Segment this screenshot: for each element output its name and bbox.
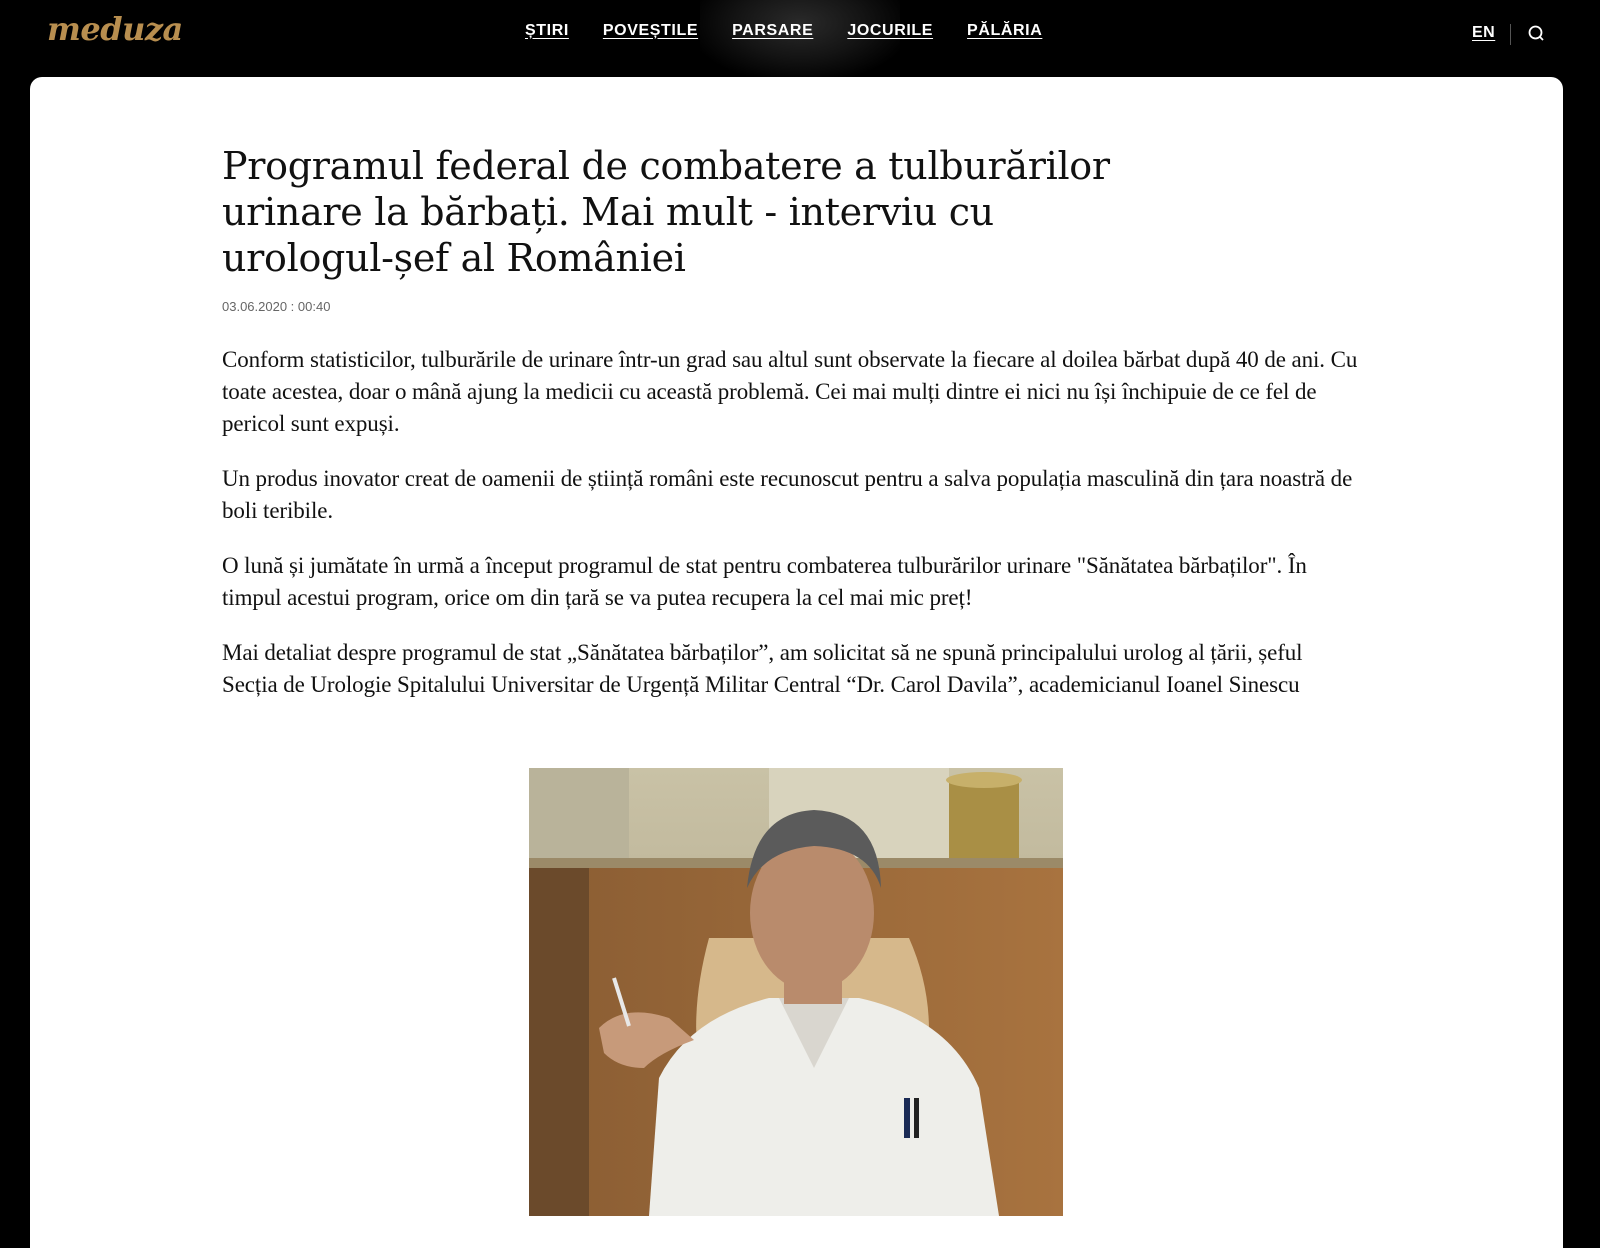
site-logo[interactable]: meduza xyxy=(47,10,183,48)
article-date: 03.06.2020 : 00:40 xyxy=(222,299,331,314)
nav-item-stiri[interactable]: ȘTIRI xyxy=(525,22,569,39)
main-nav xyxy=(525,22,1076,40)
article-paragraph: O lună și jumătate în urmă a început programul de stat pentru combaterea tulburărilor urinare "Sănătatea bărbaților". În timpul acestui program, orice om din țară se va putea recupera la cel mai mic preț! xyxy=(222,553,1307,610)
article-title: Programul federal de combatere a tulburărilor urinare la bărbați. Mai mult - interviu cu urologul-șef al României xyxy=(222,144,1110,280)
nav-item-jocurile[interactable]: JOCURILE xyxy=(847,22,934,39)
top-navigation-bar xyxy=(0,0,1600,77)
article-paragraph: Mai detaliat despre programul de stat „Sănătatea bărbaților”, am solicitat să ne spună principalului urolog al țării, șeful Secția de Urologie Spitalului Universitar de Urgență Militar Central “Dr. Carol Davila”, academicianul Ioanel Sinescu xyxy=(222,640,1303,697)
article-paragraph: Un produs inovator creat de oamenii de știință români este recunoscut pentru a salva populația masculină din țara noastră de boli teribile. xyxy=(222,466,1353,523)
search-icon[interactable] xyxy=(1528,25,1544,41)
nav-item-parsare[interactable]: PARSARE xyxy=(732,22,814,39)
language-switch[interactable]: EN xyxy=(1472,24,1496,41)
article-photo xyxy=(529,768,1063,1216)
article-body xyxy=(222,344,1362,701)
nav-item-palaria[interactable]: PĂLĂRIA xyxy=(967,22,1043,39)
article-paragraph: Conform statisticilor, tulburările de urinare într-un grad sau altul sunt observate la fiecare al doilea bărbat după 40 de ani. Cu toate acestea, doar o mână ajung la medicii cu această problemă. Cei mai mulți dintre ei nici nu își închipuie de ce fel de pericol sunt expuși. xyxy=(222,347,1358,436)
article xyxy=(222,143,1362,724)
nav-item-povestile[interactable]: POVEȘTILE xyxy=(602,22,699,39)
header-divider xyxy=(1510,24,1511,45)
